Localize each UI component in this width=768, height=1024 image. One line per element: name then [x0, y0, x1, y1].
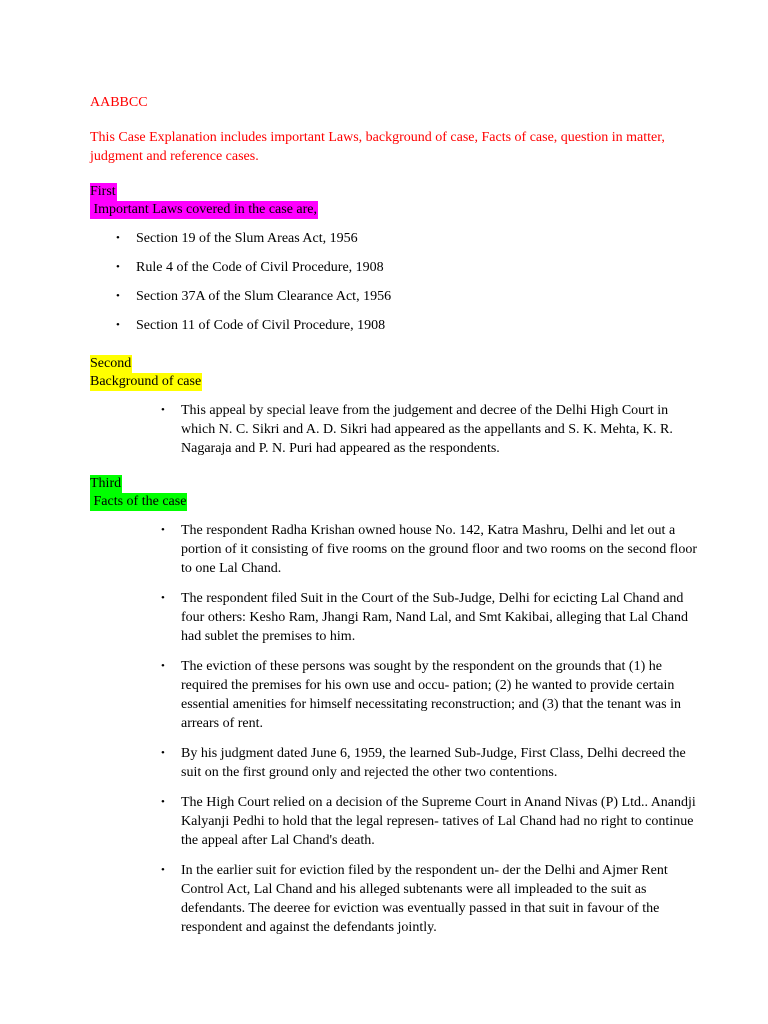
- section-first-label: First: [90, 184, 116, 199]
- list-item: [161, 521, 701, 578]
- list-item: [116, 258, 696, 277]
- section-second-label: Second: [90, 356, 132, 371]
- section-third-label: Third: [90, 476, 122, 491]
- bullet-icon: •: [116, 290, 120, 302]
- list-item: [161, 401, 701, 458]
- list-item: [161, 793, 701, 850]
- section-first-title-line: [90, 200, 318, 219]
- list-item-text: Section 37A of the Slum Clearance Act, 1956: [136, 289, 392, 304]
- list-item: [161, 589, 701, 646]
- document-intro: This Case Explanation includes important Laws, background of case, Facts of case, question in matter, judgment and reference cases.: [90, 130, 665, 164]
- list-item-text: In the earlier suit for eviction filed by the respondent un- der the Delhi and Ajmer Rent Control Act, Lal Chand and his alleged subtenants were all impleaded to the suit as defendants. The deeree for eviction was eventually passed in that suit in favour of the respondent and against the defendants jointly.: [181, 863, 668, 935]
- bullet-icon: •: [161, 796, 165, 808]
- bullet-icon: •: [161, 660, 165, 672]
- document-code: AABBCC: [90, 95, 148, 110]
- section-third-label-line: [90, 474, 122, 493]
- section-second-title: Background of case: [90, 374, 202, 389]
- list-item-text: The respondent filed Suit in the Court of the Sub-Judge, Delhi for ecicting Lal Chand and four others: Kesho Ram, Jhangi Ram, Nand Lal, and Smt Kakibai, alleging that Lal Chand had sublet the premises to him.: [181, 591, 689, 644]
- list-item: [116, 316, 696, 335]
- list-item: [161, 657, 701, 733]
- section-second-title-line: [90, 372, 202, 391]
- bullet-icon: •: [161, 524, 165, 536]
- facts-list: [161, 521, 701, 948]
- section-third-title: Facts of the case: [90, 494, 187, 509]
- bullet-icon: •: [116, 232, 120, 244]
- bullet-icon: •: [161, 592, 165, 604]
- list-item: [161, 861, 701, 937]
- section-first-title: Important Laws covered in the case are,: [90, 202, 318, 217]
- list-item: [161, 744, 701, 782]
- list-item-text: This appeal by special leave from the judgement and decree of the Delhi High Court in which N. C. Sikri and A. D. Sikri had appeared as the appellants and S. K. Mehta, K. R. Nagaraja and P. N. Puri had appeared as the respondents.: [181, 403, 673, 456]
- bullet-icon: •: [161, 747, 165, 759]
- section-second-label-line: [90, 354, 132, 373]
- list-item: [116, 287, 696, 306]
- list-item-text: Section 11 of Code of Civil Procedure, 1908: [136, 318, 386, 333]
- section-first-label-line: [90, 182, 117, 201]
- list-item-text: By his judgment dated June 6, 1959, the learned Sub-Judge, First Class, Delhi decreed the suit on the first ground only and rejected the other two contentions.: [181, 746, 686, 780]
- bullet-icon: •: [116, 261, 120, 273]
- list-item-text: Rule 4 of the Code of Civil Procedure, 1908: [136, 260, 384, 275]
- laws-list: [116, 229, 696, 345]
- bullet-icon: •: [161, 864, 165, 876]
- list-item-text: The eviction of these persons was sought by the respondent on the grounds that (1) he required the premises for his own use and occu- pation; (2) he wanted to provide certain essential amenities for himself necessitating reconstruction; and (3) that the tenant was in arrears of rent.: [181, 659, 681, 731]
- list-item: [116, 229, 696, 248]
- list-item-text: The respondent Radha Krishan owned house No. 142, Katra Mashru, Delhi and let out a portion of it consisting of five rooms on the ground floor and two rooms on the second floor to one Lal Chand.: [181, 523, 697, 576]
- list-item-text: Section 19 of the Slum Areas Act, 1956: [136, 231, 358, 246]
- bullet-icon: •: [116, 319, 120, 331]
- section-third-title-line: [90, 492, 187, 511]
- background-list: [161, 401, 701, 458]
- bullet-icon: •: [161, 404, 165, 416]
- list-item-text: The High Court relied on a decision of the Supreme Court in Anand Nivas (P) Ltd.. Anandji Kalyanji Pedhi to hold that the legal represen- tatives of Lal Chand had no right to continue the appeal after Lal Chand's death.: [181, 795, 696, 848]
